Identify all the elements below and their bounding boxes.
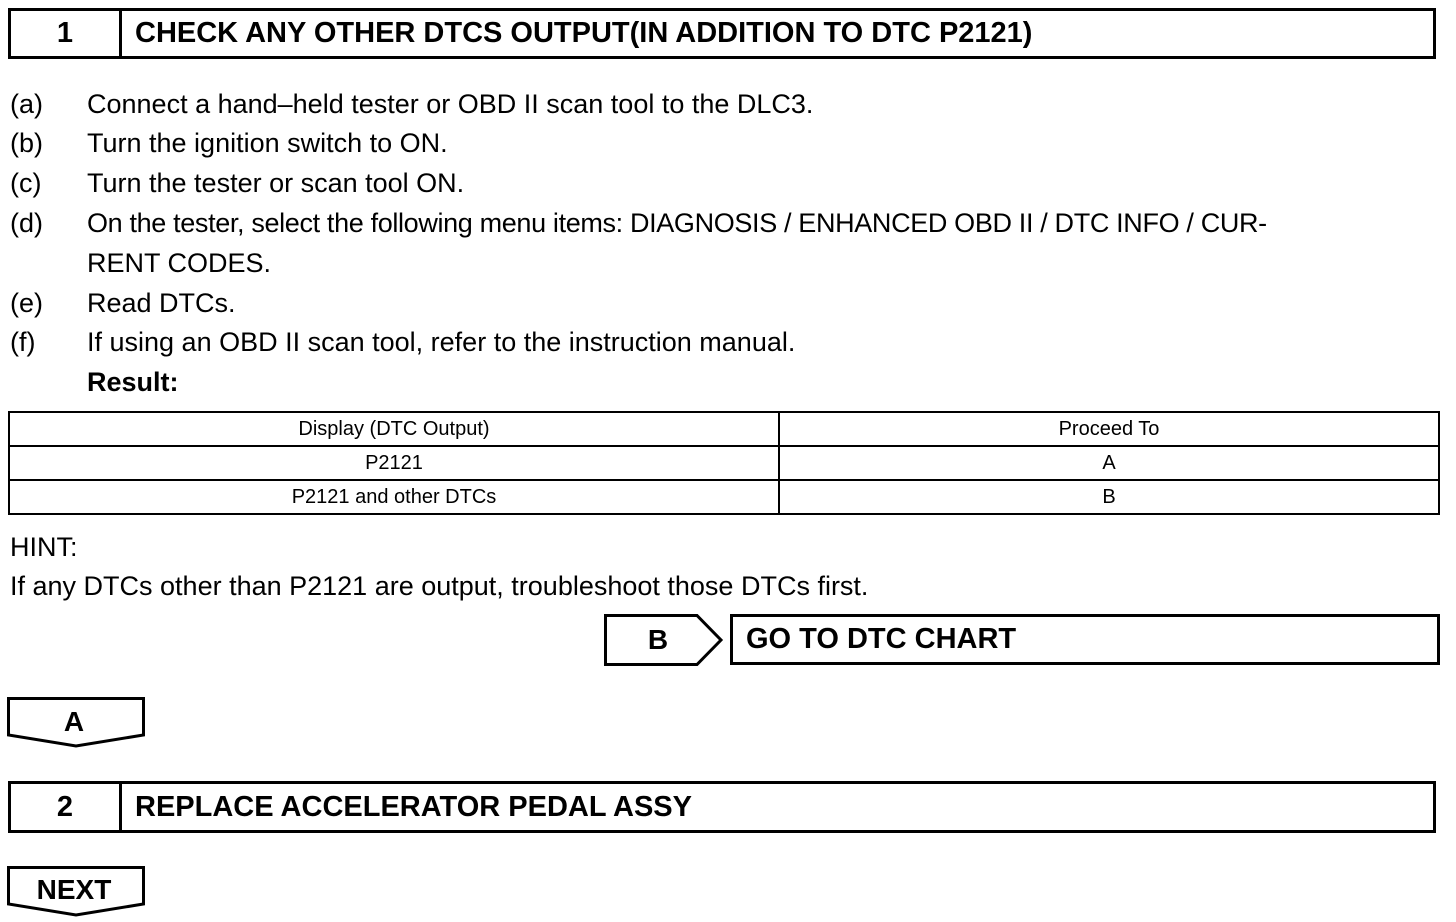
step-2-number: 2: [11, 784, 122, 830]
table-header-cell: Proceed To: [779, 412, 1439, 446]
procedure-item-d-continuation: RENT CODES.: [87, 248, 272, 278]
procedure-item-a: [10, 84, 813, 124]
result-label: Result:: [87, 367, 179, 397]
procedure-label: (d): [10, 208, 43, 238]
step-1-title: CHECK ANY OTHER DTCS OUTPUT(IN ADDITION TO DTC P2121): [135, 17, 1033, 49]
table-row: [9, 480, 1439, 514]
table-cell: P2121 and other DTCs: [9, 480, 779, 514]
outcome-a-label: A: [63, 706, 85, 737]
step-1-number: 1: [11, 11, 122, 56]
table-row: [9, 446, 1439, 480]
procedure-text: If using an OBD II scan tool, refer to the instruction manual.: [87, 327, 796, 357]
table-header-row: [9, 412, 1439, 446]
procedure-text: Turn the tester or scan tool ON.: [87, 168, 465, 198]
procedure-text: Read DTCs.: [87, 288, 236, 318]
procedure-label: (e): [10, 288, 43, 318]
procedure-item-f: [10, 322, 795, 362]
table-cell: B: [779, 480, 1439, 514]
procedure-label: (a): [10, 89, 43, 119]
procedure-label: (c): [10, 168, 42, 198]
hint-label: HINT:: [10, 532, 78, 562]
table-cell: P2121: [9, 446, 779, 480]
outcome-b-label: B: [647, 624, 669, 655]
procedure-text: On the tester, select the following menu items: DIAGNOSIS / ENHANCED OBD II / DTC INFO / CUR-: [87, 208, 1267, 238]
table-cell: A: [779, 446, 1439, 480]
step-2-title: REPLACE ACCELERATOR PEDAL ASSY: [135, 790, 692, 823]
procedure-label: (b): [10, 128, 43, 158]
step-2-header: [8, 781, 1436, 833]
procedure-item-e: [10, 283, 236, 323]
goto-dtc-chart-box: GO TO DTC CHART: [730, 614, 1440, 665]
hint-text: If any DTCs other than P2121 are output, troubleshoot those DTCs first.: [10, 571, 869, 601]
procedure-text: Connect a hand–held tester or OBD II scan tool to the DLC3.: [87, 89, 814, 119]
procedure-item-b: [10, 123, 448, 163]
procedure-item-c: [10, 163, 464, 203]
procedure-text: Turn the ignition switch to ON.: [87, 128, 448, 158]
result-table: [8, 411, 1440, 515]
procedure-item-d: [10, 203, 1267, 243]
procedure-label: (f): [10, 327, 36, 357]
next-label: NEXT: [36, 874, 112, 905]
table-header-cell: Display (DTC Output): [9, 412, 779, 446]
step-1-header: [8, 8, 1436, 59]
